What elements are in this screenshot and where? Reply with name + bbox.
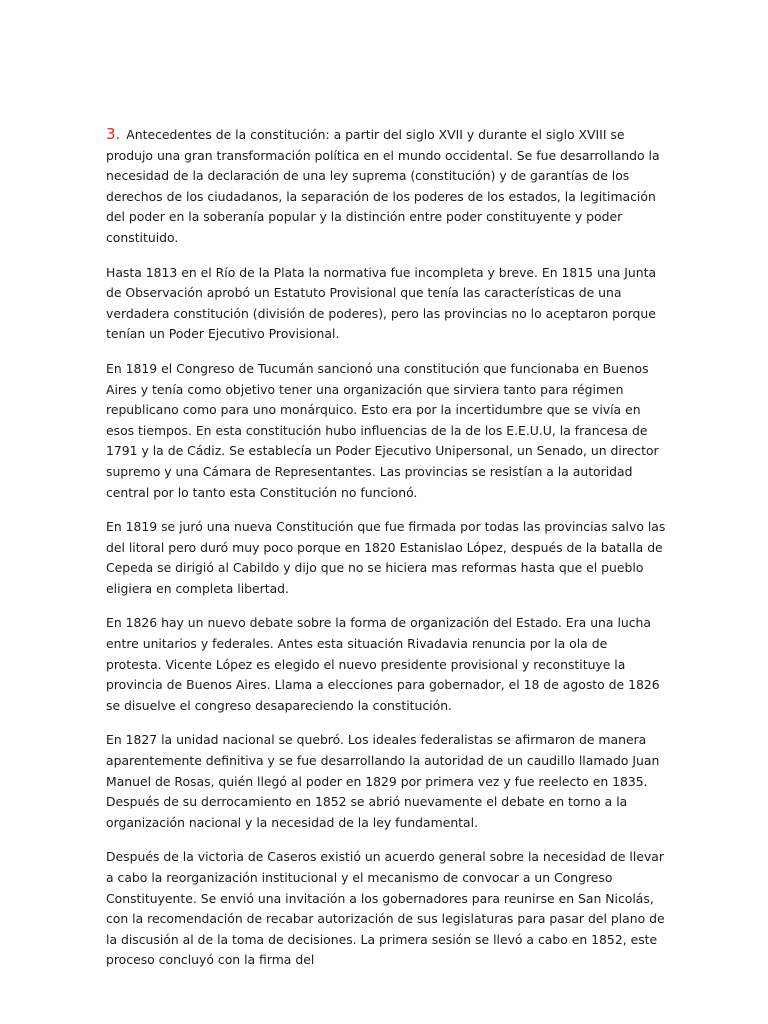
paragraph-2: Hasta 1813 en el Río de la Plata la normativa fue incompleta y breve. En 1815 una Junta de Observación aprobó un Estatuto Provisional que tenía las características de una verdadera constitución (división de poderes), pero las provincias no lo aceptaron porque tenían un Poder Ejecutivo Provisional. <box>106 264 657 342</box>
paragraph-1-text: Antecedentes de la constitución: a partir del siglo XVII y durante el siglo XVIII se produjo una gran transformación política en el mundo occidental. Se fue desarrollando la necesidad de la declaración de una ley suprema (constitución) y de garantías de los derechos de los ciudadanos, la separación de los poderes de los estados, la legitimación del poder en la soberanía popular y la distinción entre poder constituyente y poder constituido. <box>106 127 660 245</box>
paragraph-1 <box>106 124 666 249</box>
paragraph-5: En 1826 hay un nuevo debate sobre la forma de organización del Estado. Era una lucha entre unitarios y federales. Antes esta situación Rivadavia renuncia por la ola de protesta. Vicente López es elegido el nuevo presidente provisional y reconstituye la provincia de Buenos Aires. Llama a elecciones para gobernador, el 18 de agosto de 1826 se disuelve el congreso desapareciendo la constitución. <box>106 615 660 713</box>
section-number: 3. <box>106 125 121 143</box>
paragraph-7: Después de la victoria de Caseros existió un acuerdo general sobre la necesidad de llevar a cabo la reorganización institucional y el mecanismo de convocar a un Congreso Constituyente. Se envió una invitación a los gobernadores para reunirse en San Nicolás, con la recomendación de recabar autorización de sus legislaturas para pasar del plano de la discusión al de la toma de decisiones. La primera sesión se llevó a cabo en 1852, este proceso concluyó con la firma del <box>106 849 665 968</box>
paragraph-4: En 1819 se juró una nueva Constitución que fue firmada por todas las provincias salvo las del litoral pero duró muy poco porque en 1820 Estanislao López, después de la batalla de Cepeda se dirigió al Cabildo y dijo que no se hiciera mas reformas hasta que el pueblo eligiera en completa libertad. <box>106 519 666 596</box>
document-page <box>106 124 666 985</box>
paragraph-3: En 1819 el Congreso de Tucumán sancionó una constitución que funcionaba en Buenos Aires y tenía como objetivo tener una organización que sirviera tanto para régimen republicano como para uno monárquico. Esto era por la incertidumbre que se vivía en esos tiempos. En esta constitución hubo influencias de la de los E.E.U.U, la francesa de 1791 y la de Cádiz. Se establecía un Poder Ejecutivo Unipersonal, un Senado, un director supremo y una Cámara de Representantes. Las provincias se resistían a la autoridad central por lo tanto esta Constitución no funcionó. <box>106 360 659 500</box>
paragraph-6: En 1827 la unidad nacional se quebró. Los ideales federalistas se afirmaron de manera aparentemente definitiva y se fue desarrollando la autoridad de un caudillo llamado Juan Manuel de Rosas, quién llegó al poder en 1829 por primera vez y fue reelecto en 1835. Después de su derrocamiento en 1852 se abrió nuevamente el debate en torno a la organización nacional y la necesidad de la ley fundamental. <box>106 732 660 830</box>
